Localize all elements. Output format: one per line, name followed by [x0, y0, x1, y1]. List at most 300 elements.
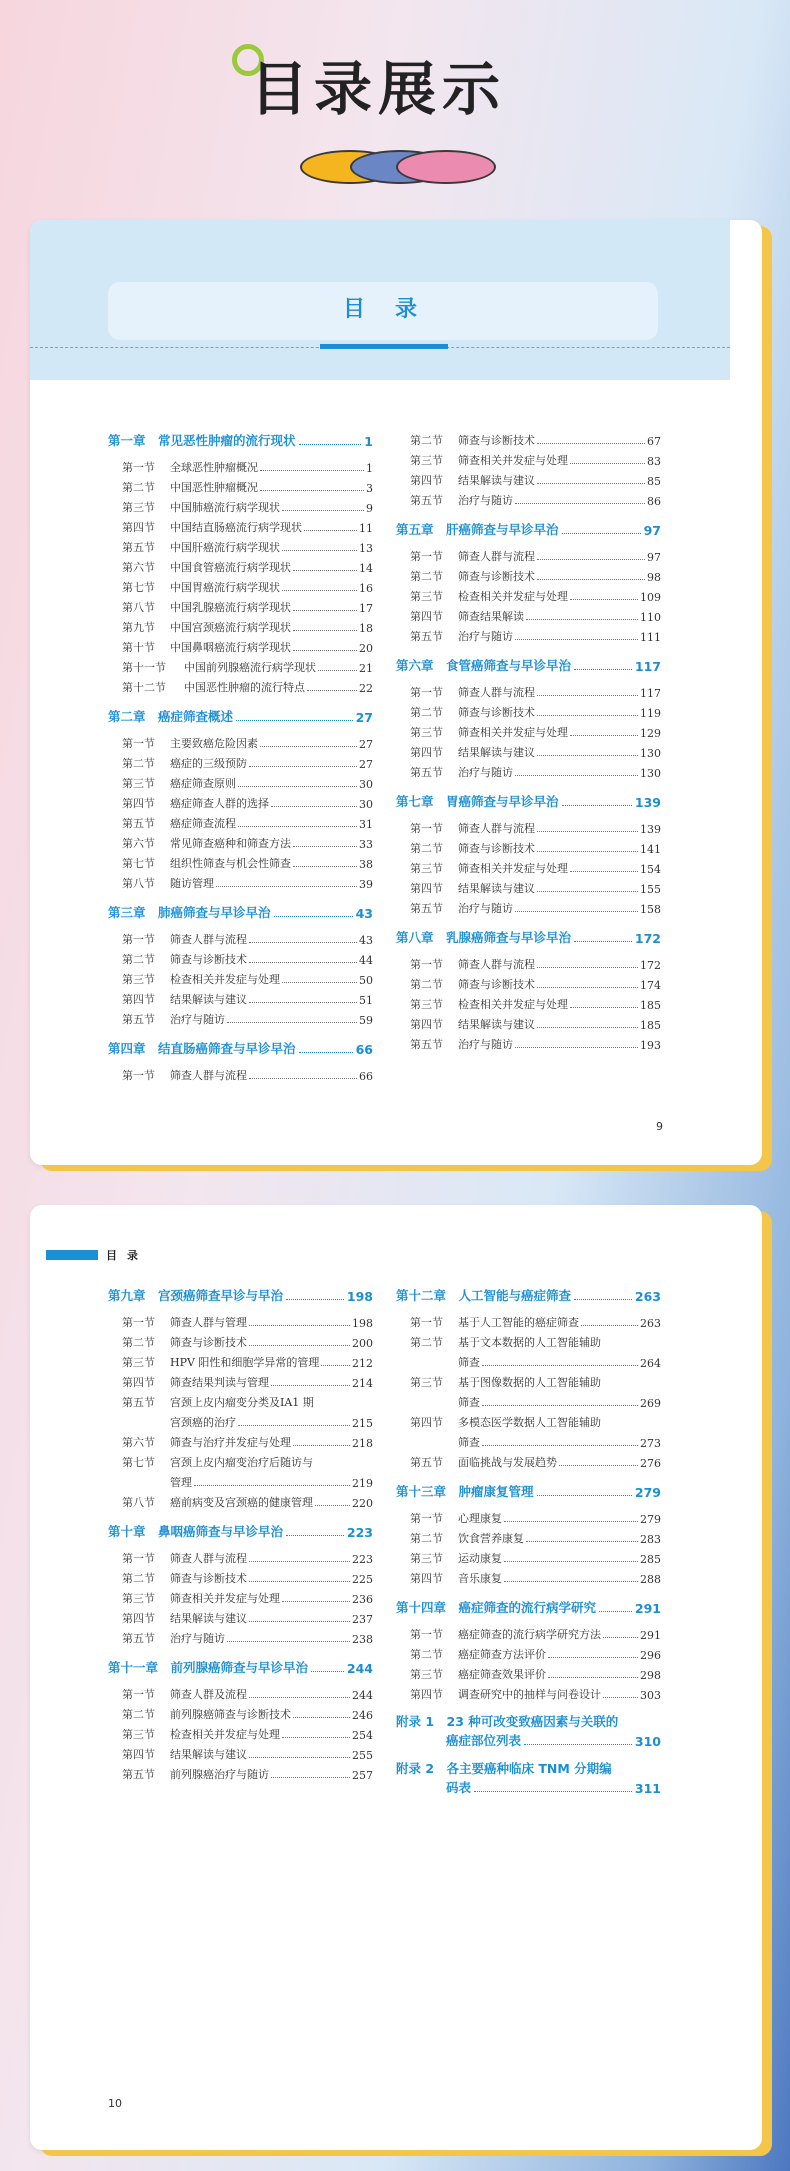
toc-section — [108, 927, 373, 947]
toc-section — [108, 751, 373, 771]
section-number: 第四节 — [410, 1688, 443, 1701]
toc-section — [108, 1626, 373, 1646]
toc-chapter — [396, 1479, 661, 1500]
section-page: 119 — [640, 707, 661, 720]
section-page: 220 — [352, 1497, 373, 1510]
chapter-title: 第四章 结直肠癌筛查与早诊早治 — [108, 1041, 296, 1056]
header — [0, 0, 790, 215]
toc-section-continued — [396, 1350, 661, 1370]
dot-leader — [260, 470, 364, 471]
toc-section — [108, 811, 373, 831]
section-title: 癌症筛查的流行病学研究方法 — [458, 1628, 601, 1641]
section-number: 第一节 — [122, 737, 155, 750]
section-title: 癌症筛查效果评价 — [458, 1668, 546, 1681]
section-number: 第一节 — [122, 1552, 155, 1565]
section-number: 第九节 — [122, 621, 155, 634]
toc-section — [108, 475, 373, 495]
toc-column-left — [108, 428, 373, 1083]
section-page: 298 — [640, 1669, 661, 1682]
section-number: 第四节 — [410, 746, 443, 759]
banner-accent-bar — [320, 344, 448, 349]
toc-section — [396, 952, 661, 972]
dot-leader — [318, 670, 357, 671]
section-page: 174 — [640, 979, 661, 992]
toc-section — [108, 655, 373, 675]
section-title: 组织性筛查与机会性筛查 — [170, 857, 291, 870]
section-number: 第二节 — [410, 1532, 443, 1545]
toc-section — [108, 515, 373, 535]
appendix-title: 附录 1 23 种可改变致癌因素与关联的 — [396, 1714, 619, 1729]
section-title: 多模态医学数据人工智能辅助 — [458, 1416, 601, 1429]
section-title: 治疗与随访 — [458, 902, 513, 915]
section-title: 筛查与诊断技术 — [458, 706, 535, 719]
toc-section-continued — [396, 1390, 661, 1410]
dot-leader — [537, 559, 645, 560]
toc-column-right — [396, 428, 661, 1052]
dot-leader — [570, 1007, 638, 1008]
dot-leader — [249, 1757, 350, 1758]
dot-leader — [562, 533, 641, 534]
section-page: 33 — [359, 838, 373, 851]
section-title: 结果解读与建议 — [170, 1612, 247, 1625]
section-title: 前列腺癌筛查与诊断技术 — [170, 1708, 291, 1721]
section-page: 218 — [352, 1437, 373, 1450]
dot-leader — [548, 1677, 638, 1678]
dot-leader — [249, 1581, 350, 1582]
dot-leader — [537, 987, 638, 988]
section-title: HPV 阳性和细胞学异常的管理 — [170, 1356, 320, 1369]
section-title: 结果解读与建议 — [458, 746, 535, 759]
toc-section — [396, 816, 661, 836]
dot-leader — [524, 1744, 632, 1745]
section-title: 宫颈上皮内瘤变分类及ⅠA1 期 — [170, 1396, 314, 1409]
toc-section — [108, 1330, 373, 1350]
toc-section — [108, 675, 373, 695]
dot-leader — [249, 1561, 350, 1562]
dot-leader — [570, 735, 638, 736]
dot-leader — [482, 1365, 638, 1366]
dot-leader — [271, 1777, 350, 1778]
section-title: 结果解读与建议 — [170, 993, 247, 1006]
section-title: 中国肝癌流行病学现状 — [170, 541, 280, 554]
section-title: 结果解读与建议 — [458, 882, 535, 895]
toc-chapter — [108, 428, 373, 449]
dot-leader — [271, 806, 357, 807]
section-page: 212 — [352, 1357, 373, 1370]
chapter-page: 279 — [634, 1485, 661, 1500]
section-number: 第四节 — [410, 1018, 443, 1031]
dot-leader — [537, 443, 645, 444]
section-title: 筛查与诊断技术 — [458, 842, 535, 855]
dot-leader — [227, 1641, 350, 1642]
dot-leader — [574, 1299, 632, 1300]
toc-section — [108, 495, 373, 515]
dot-leader — [537, 483, 645, 484]
dot-leader — [562, 805, 632, 806]
section-page: 279 — [640, 1513, 661, 1526]
dot-leader — [282, 1601, 350, 1602]
toc-section — [396, 896, 661, 916]
toc-section — [396, 1330, 661, 1350]
dot-leader — [537, 1027, 638, 1028]
section-page: 288 — [640, 1573, 661, 1586]
dot-leader — [603, 1697, 638, 1698]
section-page: 85 — [647, 475, 661, 488]
section-page: 59 — [359, 1014, 373, 1027]
section-title: 结果解读与建议 — [458, 1018, 535, 1031]
section-title-cont: 管理 — [170, 1476, 192, 1489]
section-page: 238 — [352, 1633, 373, 1646]
section-page: 129 — [640, 727, 661, 740]
section-page: 283 — [640, 1533, 661, 1546]
section-page: 110 — [640, 611, 661, 624]
section-number: 第二节 — [122, 757, 155, 770]
section-title: 筛查相关并发症与处理 — [170, 1592, 280, 1605]
pink-oval-decoration — [396, 150, 496, 184]
dot-leader — [504, 1521, 638, 1522]
section-number: 第八节 — [122, 601, 155, 614]
section-number: 第三节 — [410, 454, 443, 467]
toc-section — [108, 1742, 373, 1762]
section-title: 心理康复 — [458, 1512, 502, 1525]
chapter-title: 第八章 乳腺癌筛查与早诊早治 — [396, 930, 572, 945]
dot-leader — [537, 579, 645, 580]
dot-leader — [321, 1365, 350, 1366]
section-number: 第三节 — [410, 1668, 443, 1681]
toc-chapter — [396, 925, 661, 946]
toc-section — [108, 1762, 373, 1782]
section-number: 第三节 — [410, 726, 443, 739]
dot-leader — [537, 695, 638, 696]
dot-leader — [194, 1485, 350, 1486]
section-number: 第二节 — [122, 1336, 155, 1349]
section-number: 第一节 — [122, 461, 155, 474]
section-page: 285 — [640, 1553, 661, 1566]
toc-section — [108, 1430, 373, 1450]
section-title: 运动康复 — [458, 1552, 502, 1565]
section-number: 第六节 — [122, 1436, 155, 1449]
section-number: 第一节 — [122, 1069, 155, 1082]
dot-leader — [293, 570, 357, 571]
section-number: 第三节 — [122, 973, 155, 986]
toc-section — [396, 448, 661, 468]
section-number: 第三节 — [410, 1376, 443, 1389]
section-page: 86 — [647, 495, 661, 508]
dot-leader — [570, 599, 638, 600]
section-title: 治疗与随访 — [170, 1632, 225, 1645]
dot-leader — [315, 1505, 350, 1506]
section-number: 第二节 — [122, 1708, 155, 1721]
section-number: 第五节 — [410, 766, 443, 779]
section-title: 中国结直肠癌流行病学现状 — [170, 521, 302, 534]
section-number: 第七节 — [122, 857, 155, 870]
dot-leader — [574, 669, 632, 670]
section-title: 筛查与诊断技术 — [458, 978, 535, 991]
section-page: 155 — [640, 883, 661, 896]
dot-leader — [537, 891, 638, 892]
toc-section — [108, 1350, 373, 1370]
section-page: 276 — [640, 1457, 661, 1470]
toc-column-left — [108, 1283, 373, 1782]
dot-leader — [249, 1621, 350, 1622]
toc-section — [108, 947, 373, 967]
dot-leader — [249, 1078, 357, 1079]
toc-section — [108, 1063, 373, 1083]
section-number: 第四节 — [122, 1748, 155, 1761]
section-number: 第六节 — [122, 837, 155, 850]
dot-leader — [260, 746, 357, 747]
dot-leader — [537, 851, 638, 852]
appendix-title-cont: 癌症部位列表 — [446, 1733, 522, 1748]
section-number: 第七节 — [122, 581, 155, 594]
dot-leader — [260, 490, 364, 491]
section-number: 第一节 — [122, 1688, 155, 1701]
section-page: 185 — [640, 1019, 661, 1032]
toc-section — [108, 455, 373, 475]
toc-section-continued — [396, 1430, 661, 1450]
section-page: 109 — [640, 591, 661, 604]
toc-section — [108, 1566, 373, 1586]
section-title: 饮食营养康复 — [458, 1532, 524, 1545]
toc-page-9 — [30, 220, 762, 1165]
toc-section — [396, 700, 661, 720]
section-title: 筛查人群与流程 — [170, 1069, 247, 1082]
toc-section — [108, 1390, 373, 1410]
section-page: 139 — [640, 823, 661, 836]
appendix-line — [396, 1730, 661, 1749]
section-page: 17 — [359, 602, 373, 615]
chapter-page: 66 — [355, 1042, 373, 1057]
chapter-page: 172 — [634, 931, 661, 946]
toc-section — [108, 1370, 373, 1390]
dot-leader — [249, 942, 357, 943]
section-title: 中国肺癌流行病学现状 — [170, 501, 280, 514]
chapter-page: 291 — [634, 1601, 661, 1616]
dot-leader — [293, 610, 357, 611]
chapter-page: 1 — [364, 434, 373, 449]
toc-chapter — [108, 1036, 373, 1057]
dot-leader — [482, 1405, 638, 1406]
section-number: 第三节 — [410, 590, 443, 603]
toc-section — [396, 584, 661, 604]
dot-leader — [570, 463, 645, 464]
dot-leader — [293, 846, 357, 847]
toc-section-continued — [108, 1410, 373, 1430]
section-page: 98 — [647, 571, 661, 584]
section-number: 第三节 — [410, 862, 443, 875]
dot-leader — [574, 941, 632, 942]
section-number: 第一节 — [122, 933, 155, 946]
toc-section — [396, 1310, 661, 1330]
dot-leader — [311, 1671, 344, 1672]
toc-section — [396, 544, 661, 564]
section-number: 第三节 — [122, 777, 155, 790]
dot-leader — [249, 1002, 357, 1003]
section-page: 38 — [359, 858, 373, 871]
chapter-title: 第十一章 前列腺癌筛查与早诊早治 — [108, 1660, 309, 1675]
section-number: 第二节 — [410, 1648, 443, 1661]
section-page: 246 — [352, 1709, 373, 1722]
chapter-page: 263 — [634, 1289, 661, 1304]
dot-leader — [515, 639, 638, 640]
dot-leader — [548, 1657, 638, 1658]
section-title: 筛查人群与流程 — [170, 933, 247, 946]
section-page: 51 — [359, 994, 373, 1007]
section-page: 27 — [359, 758, 373, 771]
section-page: 111 — [640, 631, 661, 644]
section-title: 筛查相关并发症与处理 — [458, 726, 568, 739]
dot-leader — [286, 1535, 344, 1536]
section-number: 第十二节 — [122, 681, 166, 694]
section-title: 筛查人群及流程 — [170, 1688, 247, 1701]
dot-leader — [236, 720, 353, 721]
dot-leader — [282, 510, 364, 511]
toc-section — [108, 1007, 373, 1027]
section-page: 16 — [359, 582, 373, 595]
section-page: 141 — [640, 843, 661, 856]
dot-leader — [293, 866, 357, 867]
section-page: 254 — [352, 1729, 373, 1742]
dot-leader — [249, 1325, 350, 1326]
section-title: 筛查结果解读 — [458, 610, 524, 623]
section-number: 第四节 — [122, 1376, 155, 1389]
section-number: 第三节 — [122, 1728, 155, 1741]
section-title: 中国胃癌流行病学现状 — [170, 581, 280, 594]
section-title: 结果解读与建议 — [458, 474, 535, 487]
dot-leader — [299, 1052, 353, 1053]
dot-leader — [537, 755, 638, 756]
toc-section — [396, 1662, 661, 1682]
toc-title: 目录 — [342, 297, 447, 322]
section-page: 257 — [352, 1769, 373, 1782]
section-number: 第三节 — [410, 1552, 443, 1565]
toc-section — [396, 1012, 661, 1032]
dot-leader — [515, 1047, 638, 1048]
dot-leader — [249, 962, 357, 963]
section-title: 基于图像数据的人工智能辅助 — [458, 1376, 601, 1389]
running-head-text: 目录 — [106, 1249, 148, 1262]
section-title: 基于人工智能的癌症筛查 — [458, 1316, 579, 1329]
toc-section — [108, 831, 373, 851]
section-number: 第二节 — [410, 570, 443, 583]
section-page: 269 — [640, 1397, 661, 1410]
toc-appendix — [396, 1711, 661, 1749]
dot-leader — [249, 1345, 350, 1346]
toc-banner — [30, 220, 730, 380]
section-page: 172 — [640, 959, 661, 972]
toc-section — [396, 836, 661, 856]
section-page: 219 — [352, 1477, 373, 1490]
section-title: 中国恶性肿瘤的流行特点 — [184, 681, 305, 694]
chapter-title: 第一章 常见恶性肿瘤的流行现状 — [108, 433, 296, 448]
dot-leader — [504, 1561, 638, 1562]
toc-section — [396, 488, 661, 508]
chapter-page: 97 — [643, 523, 661, 538]
section-page: 13 — [359, 542, 373, 555]
section-page: 225 — [352, 1573, 373, 1586]
section-page: 30 — [359, 798, 373, 811]
section-title: 癌症筛查人群的选择 — [170, 797, 269, 810]
dot-leader — [282, 1737, 350, 1738]
section-number: 第一节 — [410, 1316, 443, 1329]
dot-leader — [238, 786, 357, 787]
toc-chapter — [396, 653, 661, 674]
section-title-cont: 筛查 — [458, 1436, 480, 1449]
section-number: 第五节 — [122, 817, 155, 830]
section-page: 263 — [640, 1317, 661, 1330]
section-number: 第八节 — [122, 877, 155, 890]
dot-leader — [537, 831, 638, 832]
toc-appendix — [396, 1758, 661, 1796]
toc-section — [396, 468, 661, 488]
section-title: 治疗与随访 — [458, 766, 513, 779]
section-title: 癌症筛查方法评价 — [458, 1648, 546, 1661]
section-number: 第四节 — [410, 474, 443, 487]
chapter-title: 第十四章 癌症筛查的流行病学研究 — [396, 1600, 597, 1615]
dot-leader — [293, 1717, 350, 1718]
toc-section — [108, 615, 373, 635]
section-number: 第一节 — [410, 822, 443, 835]
section-number: 第二节 — [410, 1336, 443, 1349]
section-number: 第十节 — [122, 641, 155, 654]
section-page: 303 — [640, 1689, 661, 1702]
chapter-title: 第五章 肝癌筛查与早诊早治 — [396, 522, 559, 537]
section-title: 音乐康复 — [458, 1572, 502, 1585]
toc-section — [396, 740, 661, 760]
toc-section — [396, 624, 661, 644]
chapter-page: 198 — [346, 1289, 373, 1304]
section-number: 第一节 — [410, 1628, 443, 1641]
section-title: 治疗与随访 — [458, 1038, 513, 1051]
section-title: 筛查人群与流程 — [458, 822, 535, 835]
dot-leader — [282, 590, 357, 591]
toc-section — [396, 1642, 661, 1662]
section-number: 第二节 — [122, 481, 155, 494]
appendix-title-cont: 码表 — [446, 1780, 472, 1795]
section-title: 调查研究中的抽样与问卷设计 — [458, 1688, 601, 1701]
section-page: 200 — [352, 1337, 373, 1350]
chapter-page: 244 — [346, 1661, 373, 1676]
section-number: 第二节 — [410, 842, 443, 855]
section-page: 291 — [640, 1629, 661, 1642]
section-title: 中国宫颈癌流行病学现状 — [170, 621, 291, 634]
toc-chapter — [108, 1519, 373, 1540]
section-page: 30 — [359, 778, 373, 791]
section-number: 第八节 — [122, 1496, 155, 1509]
dot-leader — [238, 826, 357, 827]
section-number: 第五节 — [122, 1768, 155, 1781]
dot-leader — [282, 550, 357, 551]
section-page: 236 — [352, 1593, 373, 1606]
section-number: 第四节 — [122, 797, 155, 810]
section-title-cont: 宫颈癌的治疗 — [170, 1416, 236, 1429]
toc-section — [396, 992, 661, 1012]
section-title: 检查相关并发症与处理 — [170, 1728, 280, 1741]
section-page: 193 — [640, 1039, 661, 1052]
chapter-page: 27 — [355, 710, 373, 725]
dot-leader — [515, 503, 645, 504]
section-title: 治疗与随访 — [458, 630, 513, 643]
toc-section — [108, 1450, 373, 1470]
section-number: 第二节 — [410, 706, 443, 719]
chapter-title: 第二章 癌症筛查概述 — [108, 709, 234, 724]
dot-leader — [293, 650, 357, 651]
section-title: 检查相关并发症与处理 — [170, 973, 280, 986]
dot-leader — [216, 886, 357, 887]
toc-section — [108, 851, 373, 871]
header-title: 目录展示 — [250, 55, 507, 123]
section-page: 20 — [359, 642, 373, 655]
